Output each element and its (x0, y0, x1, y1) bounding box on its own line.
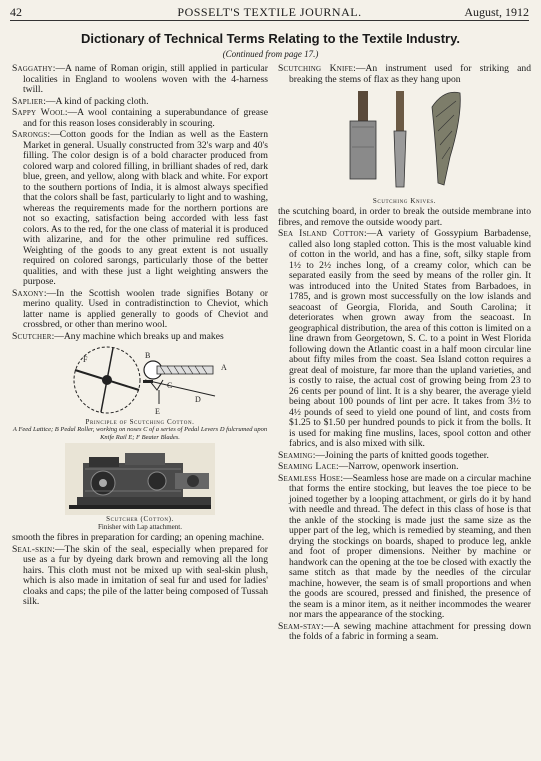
figure3-caption (278, 197, 531, 205)
figure-scutching-principle (12, 344, 268, 441)
entry-term: Seal-skin (12, 543, 53, 555)
entry-seam-stay (278, 622, 531, 643)
article-title: Dictionary of Technical Terms Relating to the Textile Industry. (81, 31, 460, 46)
label-c: C (167, 381, 173, 390)
entry-saxony (12, 289, 268, 331)
entry-scutching-knife (278, 64, 531, 85)
scutcher-machine-illustration (65, 443, 215, 515)
entry-scutcher (12, 332, 268, 343)
entry-term: Seamless Hose (278, 472, 341, 484)
entry-term: Sappy Wool (12, 107, 65, 118)
figure2-caption (12, 515, 268, 531)
running-header (10, 4, 529, 21)
label-d: D (195, 395, 201, 404)
entry-text: :—A sewing machine attachment for pressing down the folds of a fabric in forming a seam. (289, 620, 531, 642)
journal-title: POSSELT'S TEXTILE JOURNAL. (177, 5, 362, 19)
entry-sarongs (12, 130, 268, 288)
entry-term: Sarongs (12, 129, 48, 140)
label-e: E (155, 407, 160, 416)
entry-sappy-wool (12, 108, 268, 129)
scutching-knife-continuation: the scutching board, in order to break the outside membrane into fibres, and remove the outside woody part. (278, 206, 531, 228)
continued-note: (Continued from page 17.) (222, 49, 319, 59)
entry-term: Seam-stay (278, 620, 321, 632)
figure-scutcher-machine (12, 443, 268, 531)
entry-term: Saplier (12, 95, 44, 107)
scutching-knives-illustration (340, 87, 470, 197)
page-number: 42 (10, 5, 22, 19)
entry-text: :—A name of Roman origin, still applied in particular localities in England to woolens woven with the 4-harness twill. (23, 63, 268, 95)
entry-text: :—A wool containing a superabundance of grease and for this reason loses considerably in scouring. (23, 107, 268, 129)
left-column (12, 64, 268, 609)
entry-seaming (278, 451, 531, 462)
label-a: A (221, 363, 227, 372)
entry-term: Sea Island Cotton (278, 228, 365, 239)
entry-term: Scutcher (12, 330, 52, 342)
figure2-caption-text: Finisher with Lap attachment. (98, 523, 182, 531)
entry-text: :—A variety of Gossypium Barbadense, called also long stapled cotton. This is the most valuable kind of cotton in the world, and has a fine, soft, silky staple from 1½ to 2½ inches long, of a creamy color, which can be separated easily from the seed by means of the roller gin. It was introduced into the United States from Barbadoes, in 1785, and is grown most successfully on the low islands and seacoast of Georgia, Florida, and South Carolina; it deteriorates when grown away from the seacoast. In geographical distribution, the area of this cotton is limited on a line drawn from Georgetown, S. C. to a point in West Florida following down the Atlantic coast in a half moon circular line about fifty miles from the coast. Sea Island cotton requires a great deal of moisture, far more than the upland varieties, and is costly to raise, the actual cost of growing being from 23 to 26 cents per pound of lint. It is a shy bearer, the average yield being about 100 pounds of lint per acre. It takes from 3½ to 4½ pounds of seed to yield one pound of lint, and costs from $1.25 to $1.50 per hundred pounds to pick it from the bolls. It is used for making fine muslins, laces, spool cotton and other fabrics, and is also mixed with silk. (289, 228, 531, 449)
entry-text: :—Joining the parts of knitted goods together. (312, 449, 489, 461)
entry-text: :—A kind of packing cloth. (43, 95, 149, 107)
entry-text: :—In the Scottish woolen trade signifies Botany or merino quality. Used in contradistinction to Cheviot, which latter name is applied generally to goods of Cheviot and crossbred, or other than merino wool. (23, 287, 268, 330)
figure3-caption-title: Scutching Knives. (372, 197, 437, 205)
figure2-caption-title: Scutcher (Cotton). (106, 515, 174, 523)
issue-date: August, 1912 (464, 5, 529, 19)
entry-text: :—Narrow, openwork insertion. (336, 461, 459, 472)
entry-text: :—Any machine which breaks up and makes (51, 330, 224, 342)
entry-text: :—Seamless hose are made on a circular machine that forms the entire stocking, but leaves the toe piece to be joined together by a looping attachment, or girls do it by hand with needle and thread. The defect in this class of hose is that the ankle of the stocking is made just the same size as the upper part of the leg, which is remedied by steaming, and then drying the stockings on boards, shaped to produce leg, ankle and foot of proper dimensions. Neither by machine or handwork can the opening at the toe be closed with exactly the same stitch as that made by the needles of the circular machine, however, the seam is of small proportions and when the goods are scoured, pressed and finished, the presence of the seam is a minor item, as it neither incommodes the wearer nor mars the appearance of the stocking. (289, 472, 531, 620)
entry-saggathy (12, 64, 268, 96)
figure-scutching-knives (278, 87, 531, 205)
entry-term: Seaming Lace (278, 461, 336, 472)
entry-term: Scutching Knife (278, 63, 354, 74)
entry-text: :—An instrument used for striking and breaking the stems of flax as they hang upon (289, 63, 532, 85)
figure1-caption-title: Principle of Scutching Cotton. (85, 418, 195, 426)
entry-term: Seaming (278, 449, 313, 461)
scutcher-continuation: smooth the fibres in preparation for carding; an opening machine. (12, 532, 265, 543)
scutching-diagram (45, 344, 235, 418)
figure1-caption-text: A Feed Lattice; B Pedal Roller, working on noses C of a series of Pedal Levers D fulcrumed upon Knife Rail E; F Beater Blades. (12, 426, 268, 441)
entry-text: :—The skin of the seal, especially when prepared for use as a fur by dyeing dark brown and removing all the long hairs. This cloth must not be mixed up with seal-skin plush, which is also made in imitation of seal fur and used for ladies' cloaks and caps; the pile of the latter being composed of Tussah silk. (23, 543, 268, 607)
entry-term: Saggathy (12, 63, 53, 74)
entry-seaming-lace (278, 462, 531, 473)
entry-saplier (12, 97, 268, 108)
entry-text: :—Cotton goods for the Indian as well as the Eastern Market in general. Usually constructed from 32's warp and 40's filling. The color design is of a bold character produced from colored warp and colored filling, in brilliant shades of red, dark blue, green, and yellow, along with black and white. For export to the southern portions of India, it is almost always specified that the colors shall be fast, particularly to light and to washing, whereas the requirements made for the northern portions are not so exacting, satisfaction being accorded with less fast colors. As to the red, for the one class of material it is produced with alizarine, and for the other primuline red suffices. Weighting of the goods to any great extent is not usually required on colored sarongs, particularly those of the better qualities, and with these just a light weighting answers the purpose. (23, 129, 268, 287)
figure1-caption (12, 418, 268, 426)
right-column (278, 64, 531, 644)
label-b: B (145, 351, 151, 360)
entry-seamless-hose (278, 474, 531, 621)
entry-seal-skin (12, 545, 268, 608)
entry-sea-island-cotton (278, 229, 531, 450)
label-f: F (83, 355, 88, 364)
entry-term: Saxony (12, 287, 44, 299)
